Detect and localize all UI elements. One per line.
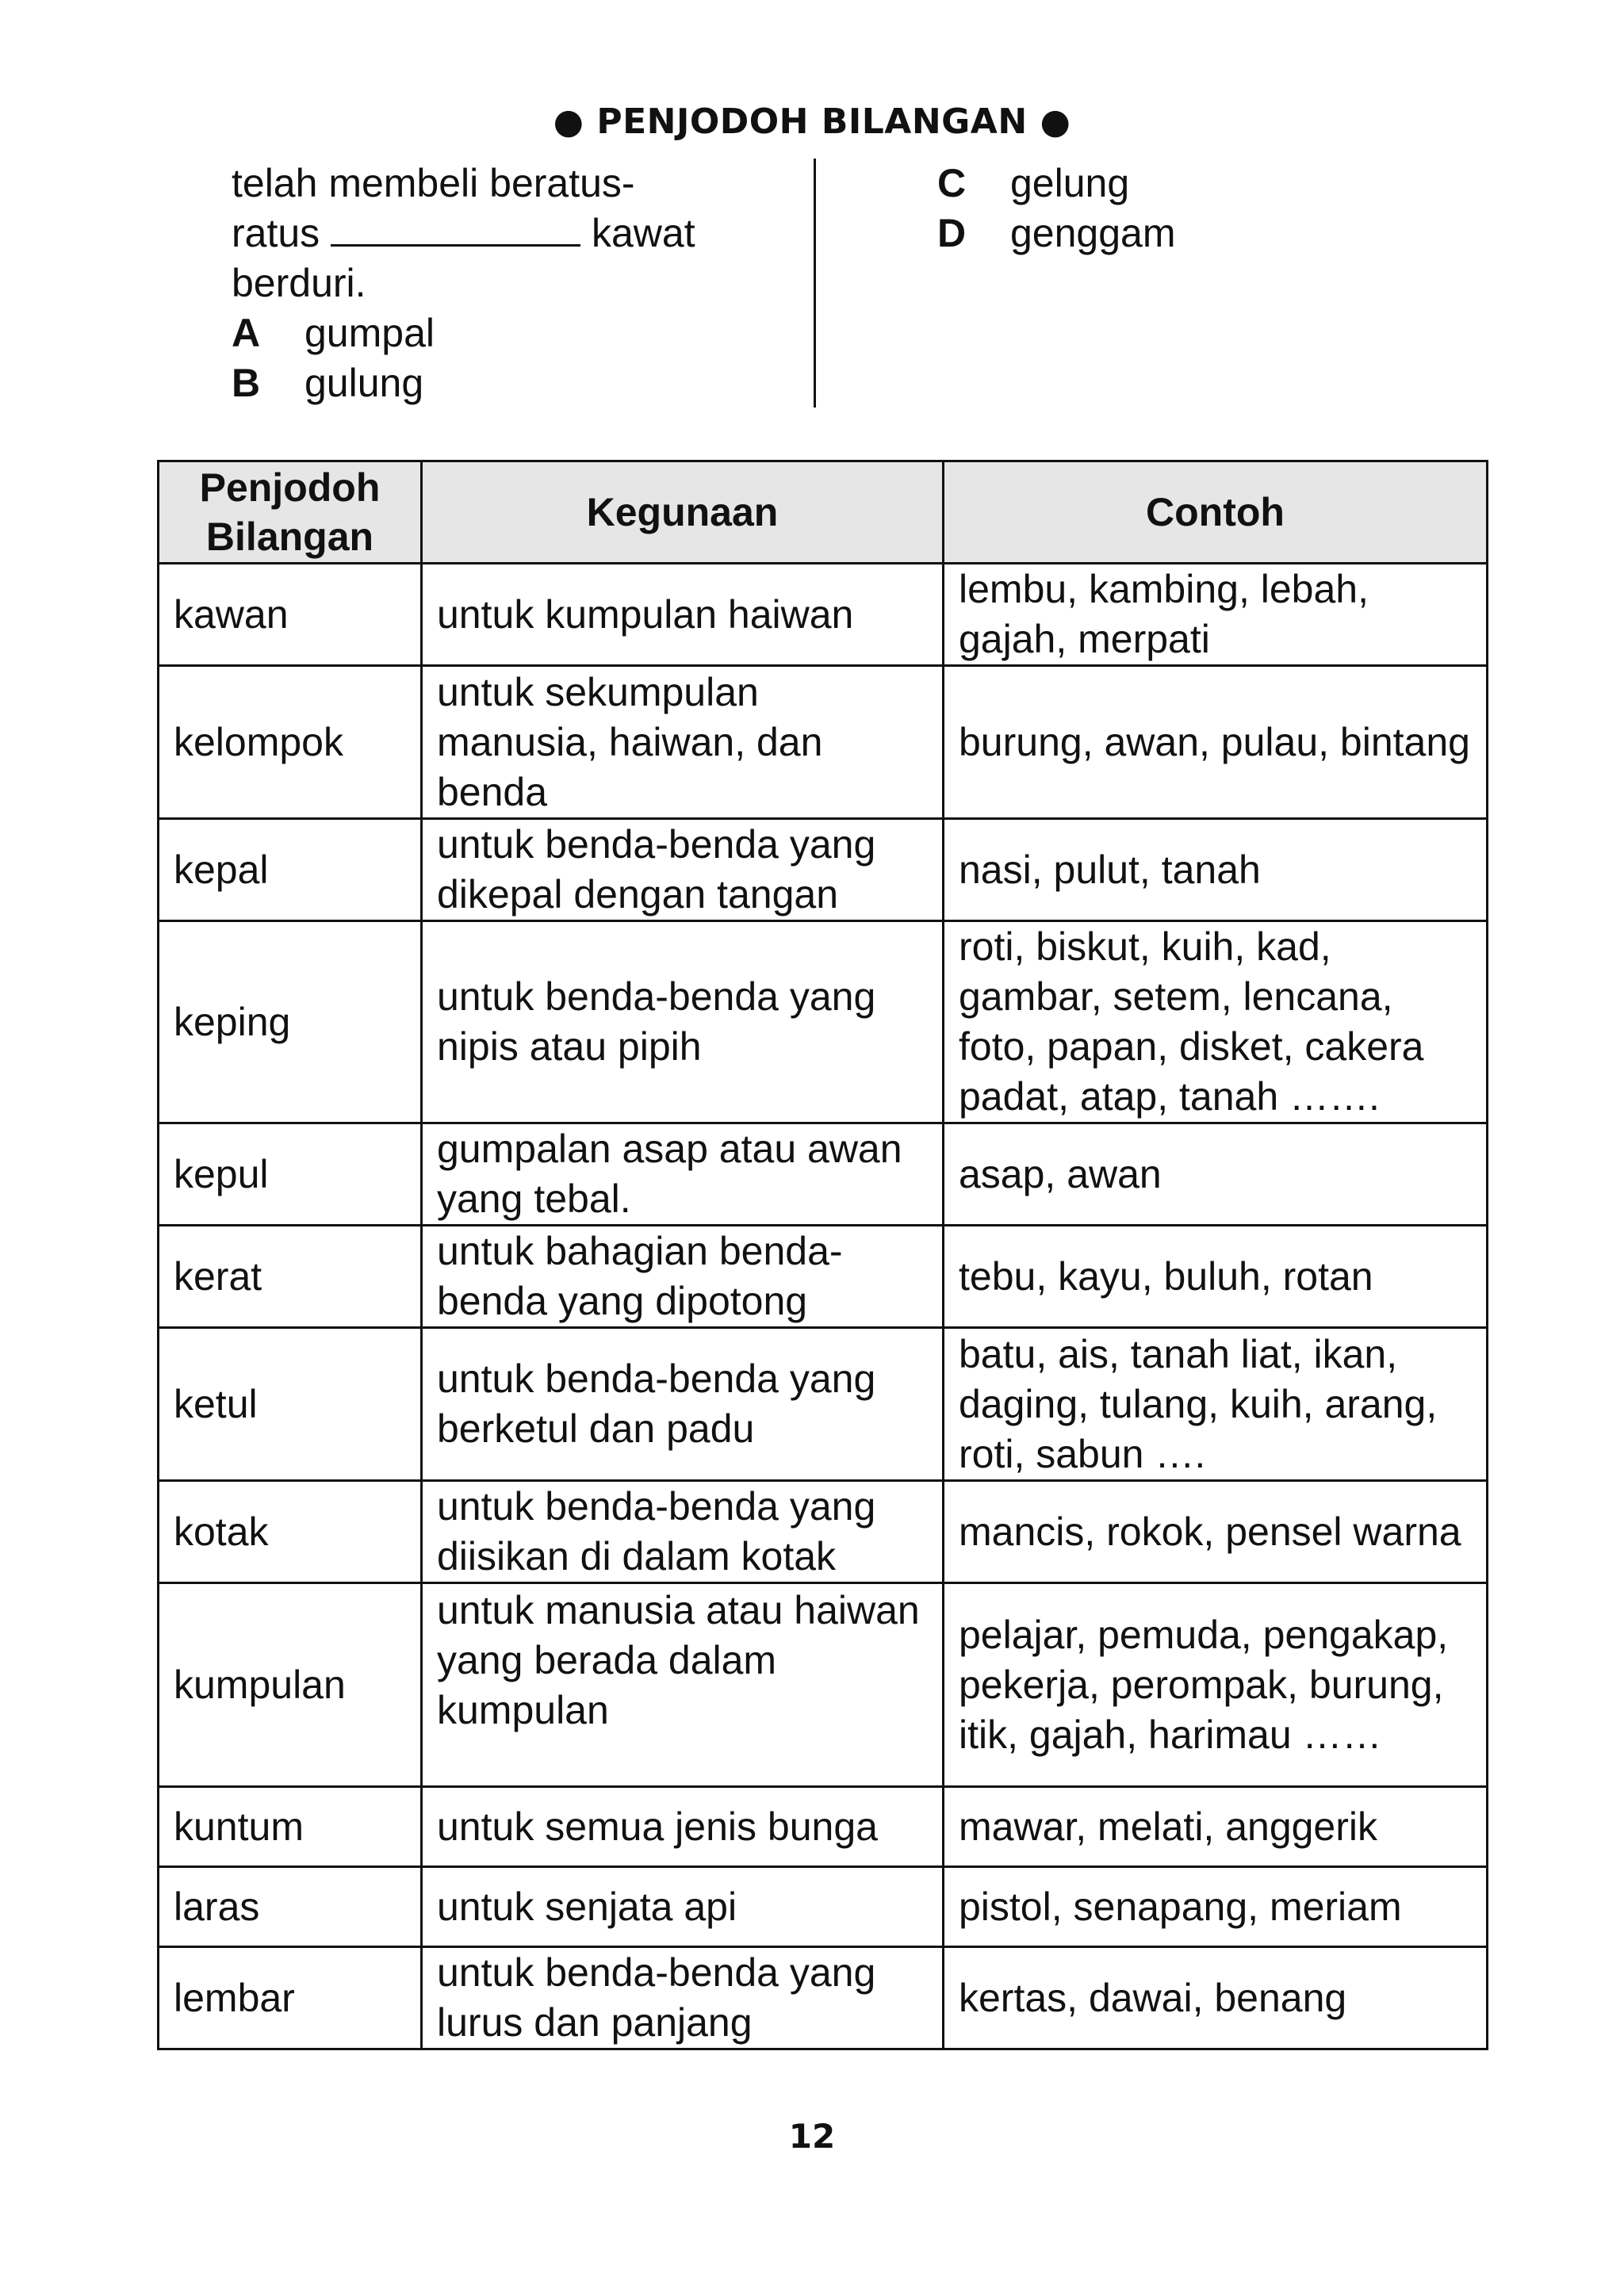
cell-contoh: lembu, kambing, lebah, gajah, merpati (944, 564, 1488, 666)
cell-kegunaan: untuk benda-benda yang berketul dan padu (422, 1328, 944, 1481)
question-stem-line-2 (232, 209, 764, 258)
option-b-letter: B (232, 361, 261, 405)
table-row (159, 666, 1488, 819)
table-row (159, 921, 1488, 1123)
cell-kegunaan: untuk kumpulan haiwan (422, 564, 944, 666)
option-a-text: gumpal (304, 311, 435, 355)
cell-penjodoh: kumpulan (159, 1583, 422, 1787)
table-row (159, 819, 1488, 921)
cell-penjodoh: ketul (159, 1328, 422, 1481)
page-number: 12 (788, 2117, 836, 2156)
option-b (232, 358, 764, 408)
question-stem-after-blank: kawat (591, 211, 695, 255)
question-stem-line-1: telah membeli beratus- (232, 161, 635, 205)
cell-contoh: tebu, kayu, buluh, rotan (944, 1226, 1488, 1328)
question-stem-before-blank: ratus (232, 211, 320, 255)
cell-kegunaan: untuk benda-benda yang diisikan di dalam kotak (422, 1481, 944, 1583)
page-header-title: ● PENJODOH BILANGAN ● (553, 101, 1071, 142)
option-b-text: gulung (304, 361, 424, 405)
cell-kegunaan: untuk manusia atau haiwan yang berada dalam kumpulan (422, 1583, 944, 1787)
cell-kegunaan: untuk semua jenis bunga (422, 1787, 944, 1867)
cell-penjodoh: kuntum (159, 1787, 422, 1867)
table-row (159, 1947, 1488, 2049)
answer-blank (331, 212, 580, 247)
option-a (232, 308, 764, 358)
cell-kegunaan: untuk senjata api (422, 1867, 944, 1947)
cell-penjodoh: kotak (159, 1481, 422, 1583)
cell-contoh: pelajar, pemuda, pengakap, pekerja, perompak, burung, itik, gajah, harimau …… (944, 1583, 1488, 1787)
cell-kegunaan: untuk benda-benda yang nipis atau pipih (422, 921, 944, 1123)
cell-penjodoh: kelompok (159, 666, 422, 819)
cell-contoh: burung, awan, pulau, bintang (944, 666, 1488, 819)
cell-penjodoh: kepal (159, 819, 422, 921)
question-right-column (937, 159, 1176, 258)
option-a-letter: A (232, 311, 261, 355)
cell-penjodoh: kepul (159, 1123, 422, 1226)
column-divider (814, 159, 816, 408)
cell-contoh: roti, biskut, kuih, kad, gambar, setem, lencana, foto, papan, disket, cakera padat, atap, tanah ……. (944, 921, 1488, 1123)
header-penjodoh-bilangan: Penjodoh Bilangan (159, 461, 422, 564)
header-contoh: Contoh (944, 461, 1488, 564)
cell-contoh: nasi, pulut, tanah (944, 819, 1488, 921)
penjodoh-bilangan-table (157, 460, 1488, 2050)
table-row (159, 1328, 1488, 1481)
option-c-text: gelung (1010, 161, 1130, 205)
cell-contoh: asap, awan (944, 1123, 1488, 1226)
option-d (937, 209, 1176, 258)
option-d-letter: D (937, 211, 967, 255)
header-kegunaan: Kegunaan (422, 461, 944, 564)
table-row (159, 1226, 1488, 1328)
cell-penjodoh: lembar (159, 1947, 422, 2049)
table-row (159, 564, 1488, 666)
question-left-column (232, 159, 764, 408)
table-row (159, 1123, 1488, 1226)
option-d-text: genggam (1010, 211, 1176, 255)
cell-kegunaan: untuk benda-benda yang dikepal dengan tangan (422, 819, 944, 921)
question-stem-line-3: berduri. (232, 261, 366, 305)
cell-contoh: mawar, melati, anggerik (944, 1787, 1488, 1867)
cell-contoh: batu, ais, tanah liat, ikan, daging, tulang, kuih, arang, roti, sabun …. (944, 1328, 1488, 1481)
option-c (937, 159, 1176, 209)
cell-kegunaan: untuk sekumpulan manusia, haiwan, dan benda (422, 666, 944, 819)
cell-kegunaan: gumpalan asap atau awan yang tebal. (422, 1123, 944, 1226)
table-row (159, 1481, 1488, 1583)
cell-penjodoh: kerat (159, 1226, 422, 1328)
cell-contoh: pistol, senapang, meriam (944, 1867, 1488, 1947)
option-c-letter: C (937, 161, 967, 205)
cell-contoh: kertas, dawai, benang (944, 1947, 1488, 2049)
cell-kegunaan: untuk bahagian benda-benda yang dipotong (422, 1226, 944, 1328)
cell-penjodoh: keping (159, 921, 422, 1123)
cell-penjodoh: laras (159, 1867, 422, 1947)
table-row (159, 1787, 1488, 1867)
table-row (159, 1583, 1488, 1787)
cell-kegunaan: untuk benda-benda yang lurus dan panjang (422, 1947, 944, 2049)
cell-contoh: mancis, rokok, pensel warna (944, 1481, 1488, 1583)
table-header-row (159, 461, 1488, 564)
table-row (159, 1867, 1488, 1947)
cell-penjodoh: kawan (159, 564, 422, 666)
